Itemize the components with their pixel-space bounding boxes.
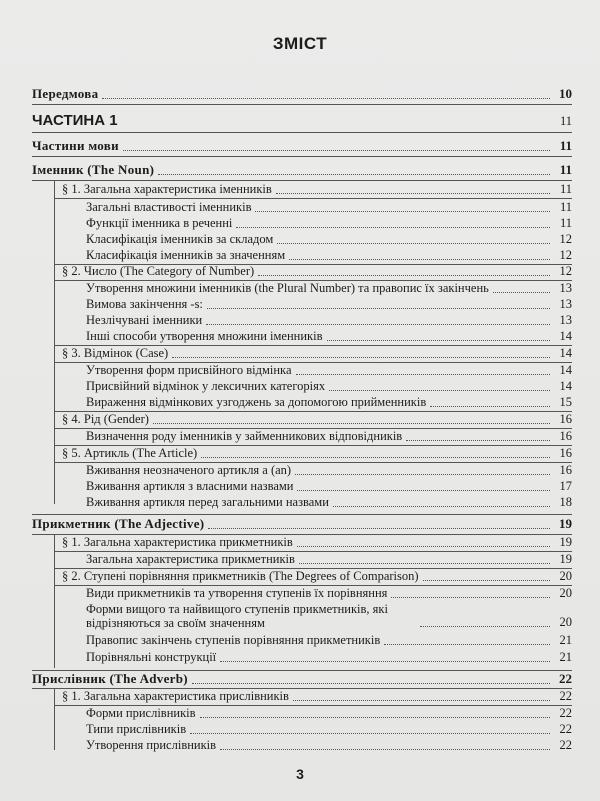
leader-dots — [158, 174, 550, 175]
toc-entry-page: 17 — [559, 479, 572, 493]
toc-entry-label: Утворення прислівників — [86, 738, 217, 752]
toc-entry-page: 11 — [559, 114, 572, 128]
toc-entry[interactable] — [32, 363, 572, 378]
toc-entry[interactable] — [32, 297, 572, 312]
toc-entry-label: Прислівник (The Adverb) — [32, 671, 188, 686]
toc-entry-page: 22 — [559, 722, 572, 736]
leader-dots — [258, 275, 550, 276]
toc-entry-label: Типи прислівників — [86, 722, 187, 736]
toc-entry-label: Вживання неозначеного артикля a (an) — [86, 463, 292, 477]
divider — [32, 132, 572, 133]
toc-entry[interactable] — [32, 379, 572, 394]
toc-entry[interactable] — [32, 552, 572, 567]
toc-entry-label: § 1. Загальна характеристика прислівників — [62, 689, 289, 703]
toc-entry-page: 13 — [559, 297, 572, 311]
toc-entry-page: 19 — [559, 535, 572, 549]
leader-dots — [201, 457, 550, 458]
toc-entry-label: Прикметник (The Adjective) — [32, 516, 205, 531]
leader-dots — [295, 474, 550, 475]
leader-dots — [420, 626, 550, 627]
toc-entry[interactable] — [32, 722, 572, 737]
toc-entry-page: 16 — [559, 463, 572, 477]
toc-entry-page: 12 — [559, 248, 572, 262]
toc-entry-noun-s3[interactable] — [32, 346, 572, 361]
toc-entry-label: Утворення множини іменників (the Plural Number) та правопис їх закінчень — [86, 281, 489, 295]
toc-entry-adj-s2[interactable] — [32, 569, 572, 584]
toc-entry-label: Класифікація іменників за складом — [86, 232, 274, 246]
leader-dots — [299, 563, 550, 564]
toc-entry-page: 22 — [559, 738, 572, 752]
toc-entry-label: § 2. Число (The Category of Number) — [62, 264, 255, 278]
toc-entry[interactable] — [32, 650, 572, 665]
toc-entry-label: Утворення форм присвійного відмінка — [86, 363, 292, 377]
toc-entry-label: § 5. Артикль (The Article) — [62, 446, 198, 460]
toc-entry-page: 12 — [559, 264, 572, 278]
toc-entry-page: 11 — [559, 182, 572, 196]
toc-entry-label: Правопис закінчень ступенів порівняння прикметників — [86, 633, 381, 647]
toc-entry[interactable] — [32, 248, 572, 263]
leader-dots — [406, 440, 550, 441]
leader-dots — [430, 406, 550, 407]
leader-dots — [493, 292, 550, 293]
toc-entry-page: 13 — [559, 313, 572, 327]
leader-dots — [327, 340, 551, 341]
toc-entry-noun-s1[interactable] — [32, 182, 572, 197]
toc-entry-part-1[interactable] — [32, 112, 572, 129]
toc-entry-label: § 2. Ступені порівняння прикметників (The Degrees of Comparison) — [62, 569, 419, 583]
toc-entry[interactable] — [32, 479, 572, 494]
toc-entry-page: 20 — [559, 569, 572, 583]
toc-entry-label: Вираження відмінкових узгоджень за допомогою прийменників — [86, 395, 427, 409]
toc-entry-label: Порівняльні конструкції — [86, 650, 217, 664]
toc-entry-page: 22 — [559, 689, 572, 703]
toc-entry[interactable] — [32, 463, 572, 478]
toc-entry-adverb[interactable] — [32, 671, 572, 687]
leader-dots — [293, 700, 550, 701]
toc-entry[interactable] — [32, 281, 572, 296]
toc-entry-label: Вимова закінчення -s: — [86, 297, 203, 311]
leader-dots — [276, 193, 550, 194]
toc-entry-page: 10 — [559, 86, 572, 101]
toc-entry[interactable] — [32, 602, 572, 630]
leader-dots — [297, 490, 550, 491]
leader-dots — [220, 749, 550, 750]
divider — [54, 198, 572, 199]
leader-dots — [391, 597, 550, 598]
toc-entry-label: Форми вищого та найвищого ступенів прикметників, які відрізняються за своїм значенням — [86, 602, 388, 630]
divider — [32, 514, 572, 515]
toc-entry-label: § 3. Відмінок (Case) — [62, 346, 169, 360]
toc-entry-page: 22 — [559, 706, 572, 720]
toc-entry-page: 16 — [559, 412, 572, 426]
toc-entry-label: Присвійний відмінок у лексичних категоріях — [86, 379, 326, 393]
toc-entry-page: 22 — [559, 671, 572, 686]
toc-entry-label: Вживання артикля з власними назвами — [86, 479, 294, 493]
toc-entry-label: Загальна характеристика прикметників — [86, 552, 295, 566]
toc-entry[interactable] — [32, 633, 572, 648]
toc-entry-label: Частини мови — [32, 138, 119, 153]
toc-entry[interactable] — [32, 738, 572, 753]
toc-entry[interactable] — [32, 329, 572, 344]
toc-entry-page: 15 — [559, 395, 572, 409]
toc-entry-label: § 1. Загальна характеристика прикметників — [62, 535, 293, 549]
toc-entry-page: 14 — [559, 379, 572, 393]
toc-entry[interactable] — [32, 395, 572, 410]
toc-entry-parts-of-speech[interactable] — [32, 138, 572, 154]
toc-entry-label: Форми прислівників — [86, 706, 196, 720]
toc-entry-page: 14 — [559, 363, 572, 377]
toc-entry-page: 18 — [559, 495, 572, 509]
toc-entry-label: Класифікація іменників за значенням — [86, 248, 286, 262]
leader-dots — [333, 506, 550, 507]
toc-entry-page: 12 — [559, 232, 572, 246]
toc-entry-page: 19 — [559, 516, 572, 531]
toc-entry-page: 16 — [559, 429, 572, 443]
toc-entry-label: § 1. Загальна характеристика іменників — [62, 182, 272, 196]
leader-dots — [423, 580, 550, 581]
toc-entry[interactable] — [32, 586, 572, 601]
toc-entry-label: ЧАСТИНА 1 — [32, 112, 118, 129]
leader-dots — [207, 308, 550, 309]
toc-entry-page: 20 — [559, 586, 572, 600]
toc-entry-page: 16 — [559, 446, 572, 460]
toc-entry-label: Іменник (The Noun) — [32, 162, 155, 177]
page-title: ЗМІСТ — [272, 34, 328, 53]
toc-entry-page: 14 — [559, 329, 572, 343]
toc-entry-noun-s4[interactable] — [32, 412, 572, 427]
divider — [32, 104, 572, 105]
leader-dots — [297, 546, 550, 547]
toc-entry-page: 20 — [559, 615, 572, 629]
toc-entry-noun-s2[interactable] — [32, 264, 572, 279]
toc-entry-adv-s1[interactable] — [32, 689, 572, 704]
toc-entry-page: 19 — [559, 552, 572, 566]
leader-dots — [153, 423, 550, 424]
toc-entry-page: 21 — [559, 633, 572, 647]
toc-entry-label: Вживання артикля перед загальними назвами — [86, 495, 329, 509]
toc-entry-label: Передмова — [32, 86, 99, 101]
leader-dots — [102, 98, 550, 99]
leader-dots — [208, 528, 550, 529]
toc-entry-label: Види прикметників та утворення ступенів їх порівняння — [86, 586, 388, 600]
toc-entry[interactable] — [32, 232, 572, 247]
toc-entry-label: Визначення роду іменників у займенникових відповідників — [86, 429, 403, 443]
leader-dots — [220, 661, 550, 662]
leader-dots — [289, 259, 550, 260]
page-number: 3 — [296, 766, 304, 782]
toc-entry-page: 11 — [559, 162, 572, 177]
toc-entry[interactable] — [32, 216, 572, 231]
toc-entry-page: 11 — [559, 216, 572, 230]
leader-dots — [192, 683, 550, 684]
toc-entry[interactable] — [32, 200, 572, 215]
toc-entry-label: Функції іменника в реченні — [86, 216, 233, 230]
toc-entry[interactable] — [32, 313, 572, 328]
leader-dots — [172, 357, 550, 358]
toc-entry-adjective[interactable] — [32, 516, 572, 532]
leader-dots — [200, 717, 550, 718]
leader-dots — [123, 150, 550, 151]
toc-entry-noun-s5[interactable] — [32, 446, 572, 461]
toc-entry-page: 11 — [559, 138, 572, 153]
toc-entry-preface[interactable] — [32, 86, 572, 102]
leader-dots — [255, 211, 550, 212]
leader-dots — [329, 390, 550, 391]
toc-entry-page: 13 — [559, 281, 572, 295]
toc-entry-page: 21 — [559, 650, 572, 664]
toc-entry-page: 11 — [559, 200, 572, 214]
toc-entry[interactable] — [32, 706, 572, 721]
toc-entry-noun[interactable] — [32, 162, 572, 178]
toc-entry[interactable] — [32, 495, 572, 510]
toc-entry[interactable] — [32, 429, 572, 444]
toc-entry-label: Інші способи утворення множини іменників — [86, 329, 323, 343]
divider — [32, 180, 572, 181]
leader-dots — [296, 374, 551, 375]
toc-entry-label: § 4. Рід (Gender) — [62, 412, 149, 426]
toc-entry-label: Незлічувані іменники — [86, 313, 203, 327]
toc-entry-page: 14 — [559, 346, 572, 360]
toc-entry-adj-s1[interactable] — [32, 535, 572, 550]
toc-entry-label: Загальні властивості іменників — [86, 200, 252, 214]
divider — [32, 156, 572, 157]
leader-dots — [277, 243, 550, 244]
leader-dots — [236, 227, 550, 228]
leader-dots — [206, 324, 550, 325]
leader-dots — [190, 733, 550, 734]
leader-dots — [384, 644, 550, 645]
